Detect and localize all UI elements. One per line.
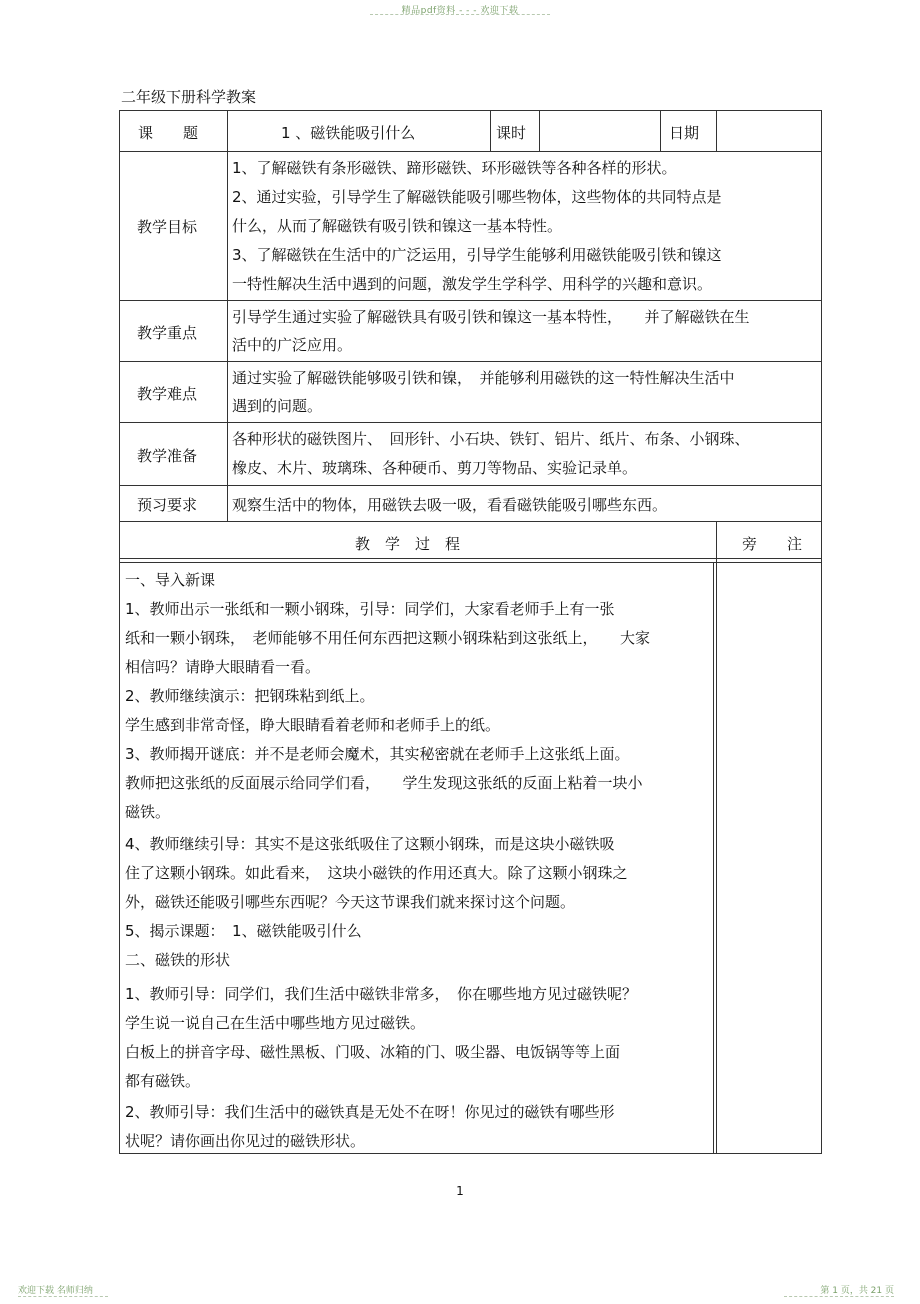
bottom-right-watermark: 第 1 页，共 21 页 <box>820 1286 894 1296</box>
process-line: 一、导入新课 <box>125 571 216 589</box>
preview-text: 观察生活中的物体，用磁铁去吸一吸，看看磁铁能吸引哪些东西。 <box>232 496 668 514</box>
process-line: 4、教师继续引导：其实不是这张纸吸住了这颗小钢珠，而是这块小磁铁吸 <box>125 835 615 853</box>
col-divider <box>227 110 228 521</box>
preparation-line: 各种形状的磁铁图片、 回形针、小石块、铁钉、铝片、纸片、布条、小钢珠、 <box>232 430 750 448</box>
col-divider <box>539 110 540 151</box>
page-number: 1 <box>456 1184 464 1198</box>
key-points-line: 引导学生通过实验了解磁铁具有吸引铁和镍这一基本特性， 并了解磁铁在生 <box>232 308 750 326</box>
process-line: 学生感到非常奇怪，睁大眼睛看着老师和老师手上的纸。 <box>125 716 501 734</box>
document-title: 二年级下册科学教案 <box>121 88 257 106</box>
process-line: 住了这颗小钢珠。如此看来， 这块小磁铁的作用还真大。除了这颗小钢珠之 <box>125 864 628 882</box>
period-label: 课时 <box>496 124 527 142</box>
row-divider <box>119 300 822 301</box>
col-divider <box>716 110 717 151</box>
row-divider <box>119 151 822 152</box>
row-divider <box>119 361 822 362</box>
col-divider <box>716 521 717 1154</box>
difficulties-line: 遇到的问题。 <box>232 397 323 415</box>
difficulties-line: 通过实验了解磁铁能够吸引铁和镍， 并能够利用磁铁的这一特性解决生活中 <box>232 369 735 387</box>
bottom-left-watermark: 欢迎下载 名师归纳 <box>18 1286 93 1296</box>
process-line: 二、磁铁的形状 <box>125 951 231 969</box>
preview-label: 预习要求 <box>137 496 198 514</box>
col-divider <box>660 110 661 151</box>
process-line: 纸和一颗小钢珠， 老师能够不用任何东西把这颗小钢珠粘到这张纸上， 大家 <box>125 629 651 647</box>
bottom-right-rule <box>784 1296 894 1297</box>
process-header: 教 学 过 程 <box>355 535 461 553</box>
notes-header: 旁 注 <box>742 535 803 553</box>
preparation-line: 橡皮、木片、玻璃珠、各种硬币、剪刀等物品、实验记录单。 <box>232 459 638 477</box>
process-line: 2、教师引导：我们生活中的磁铁真是无处不在呀！你见过的磁铁有哪些形 <box>125 1103 615 1121</box>
key-points-line: 活中的广泛应用。 <box>232 336 353 354</box>
process-line: 状呢？请你画出你见过的磁铁形状。 <box>125 1132 366 1150</box>
process-line: 都有磁铁。 <box>125 1072 201 1090</box>
topic-label: 课 题 <box>138 124 199 142</box>
process-line: 相信吗？请睁大眼睛看一看。 <box>125 658 321 676</box>
goals-line: 什么，从而了解磁铁有吸引铁和镍这一基本特性。 <box>232 217 563 235</box>
process-line: 外，磁铁还能吸引哪些东西呢？今天这节课我们就来探讨这个问题。 <box>125 893 576 911</box>
row-divider <box>119 422 822 423</box>
bottom-left-rule <box>18 1296 108 1297</box>
goals-label: 教学目标 <box>137 218 198 236</box>
col-divider <box>490 110 491 151</box>
row-divider <box>119 485 822 486</box>
key-points-label: 教学重点 <box>137 324 198 342</box>
process-line: 白板上的拼音字母、磁性黑板、门吸、冰箱的门、吸尘器、电饭锅等等上面 <box>125 1043 621 1061</box>
lesson-topic: 1 、磁铁能吸引什么 <box>281 124 416 142</box>
process-line: 磁铁。 <box>125 803 171 821</box>
top-watermark-rule <box>370 14 550 15</box>
process-line: 教师把这张纸的反面展示给同学们看， 学生发现这张纸的反面上粘着一块小 <box>125 774 643 792</box>
goals-line: 1、了解磁铁有条形磁铁、蹄形磁铁、环形磁铁等各种各样的形状。 <box>232 159 677 177</box>
process-line: 1、教师出示一张纸和一颗小钢珠，引导：同学们，大家看老师手上有一张 <box>125 600 615 618</box>
difficulties-label: 教学难点 <box>137 385 198 403</box>
col-divider <box>713 562 714 1154</box>
goals-line: 2、通过实验，引导学生了解磁铁能吸引哪些物体，这些物体的共同特点是 <box>232 188 722 206</box>
process-line: 5、揭示课题： 1、磁铁能吸引什么 <box>125 922 362 940</box>
process-line: 学生说一说自己在生活中哪些地方见过磁铁。 <box>125 1014 426 1032</box>
process-line: 2、教师继续演示：把钢珠粘到纸上。 <box>125 687 375 705</box>
process-line: 3、教师揭开谜底：并不是老师会魔术，其实秘密就在老师手上这张纸上面。 <box>125 745 630 763</box>
goals-line: 3、了解磁铁在生活中的广泛运用，引导学生能够利用磁铁能吸引铁和镍这 <box>232 246 722 264</box>
preparation-label: 教学准备 <box>137 447 198 465</box>
goals-line: 一特性解决生活中遇到的问题，激发学生学科学、用科学的兴趣和意识。 <box>232 275 713 293</box>
process-line: 1、教师引导：同学们，我们生活中磁铁非常多， 你在哪些地方见过磁铁呢？ <box>125 985 638 1003</box>
top-watermark: 精品pdf资料 - - - 欢迎下载 <box>401 6 519 16</box>
date-label: 日期 <box>669 124 700 142</box>
